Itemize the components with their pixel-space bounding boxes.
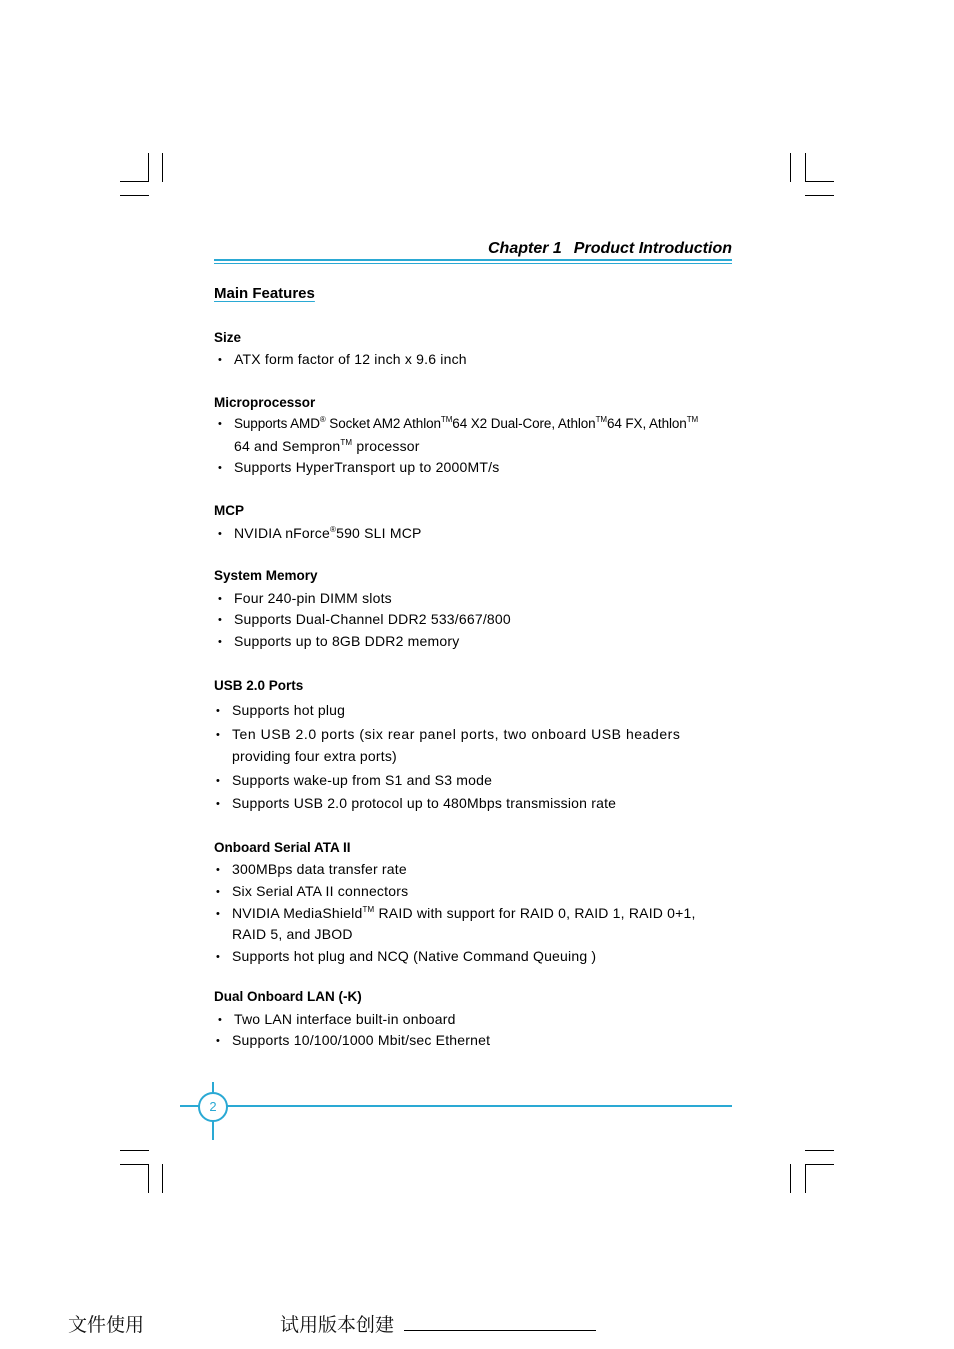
crop-mark <box>805 1164 834 1165</box>
list-item-continued: providing four extra ports) <box>232 748 397 764</box>
crop-mark <box>805 1150 834 1151</box>
crop-mark <box>790 153 791 182</box>
list-item: • Supports up to 8GB DDR2 memory <box>218 633 460 649</box>
list-item: • Two LAN interface built-in onboard <box>218 1011 456 1027</box>
list-item: • Six Serial ATA II connectors <box>216 883 409 899</box>
crop-mark <box>120 1150 149 1151</box>
heading-microprocessor: Microprocessor <box>214 395 316 410</box>
heading-usb: USB 2.0 Ports <box>214 678 304 693</box>
crop-mark <box>162 1164 163 1193</box>
list-item: • Supports HyperTransport up to 2000MT/s <box>218 459 500 475</box>
section-title: Main Features <box>214 285 315 302</box>
page-number: 2 <box>198 1092 228 1122</box>
header-rule-thin <box>214 263 732 264</box>
chapter-header <box>488 240 732 258</box>
heading-system-memory: System Memory <box>214 568 318 583</box>
list-item: • NVIDIA nForce®590 SLI MCP <box>218 525 422 541</box>
crop-mark <box>120 1164 149 1165</box>
footer-rule <box>180 1105 732 1107</box>
crop-mark <box>805 181 834 182</box>
list-item: • Supports 10/100/1000 Mbit/sec Ethernet <box>216 1032 491 1048</box>
list-item: • Ten USB 2.0 ports (six rear panel ports, two onboard USB headers <box>216 726 681 742</box>
heading-mcp: MCP <box>214 503 244 518</box>
list-item-continued: RAID 5, and JBOD <box>232 926 353 942</box>
crop-mark <box>120 195 149 196</box>
heading-size: Size <box>214 330 242 345</box>
footer-underline <box>404 1330 596 1331</box>
crop-mark <box>805 153 806 182</box>
crop-mark <box>805 1164 806 1193</box>
crop-mark <box>162 153 163 182</box>
footer-left-text: 文件使用 <box>68 1314 145 1336</box>
heading-sata: Onboard Serial ATA II <box>214 840 351 855</box>
crop-mark <box>120 181 149 182</box>
list-item: • NVIDIA MediaShield™ RAID with support for RAID 0, RAID 1, RAID 0+1, <box>216 905 696 921</box>
footer-right-text: 试用版本创建 <box>280 1314 395 1336</box>
list-item: • Supports USB 2.0 protocol up to 480Mbps transmission rate <box>216 795 617 811</box>
chapter-title: Product Introduction <box>573 240 732 257</box>
list-item: • Supports AMD® Socket AM2 Athlon™64 X2 Dual-Core, Athlon™64 FX, Athlon™ <box>218 415 699 431</box>
list-item: • Supports hot plug <box>216 702 346 718</box>
crop-mark <box>790 1164 791 1193</box>
header-rule <box>214 259 732 261</box>
crop-mark <box>148 153 149 182</box>
list-item: • Four 240-pin DIMM slots <box>218 590 392 606</box>
list-item: • Supports Dual-Channel DDR2 533/667/800 <box>218 611 511 627</box>
list-item: • ATX form factor of 12 inch x 9.6 inch <box>218 351 467 367</box>
chapter-label: Chapter 1 <box>488 240 562 257</box>
list-item: • Supports hot plug and NCQ (Native Command Queuing ) <box>216 948 597 964</box>
list-item-continued: 64 and Sempron™ processor <box>234 438 420 454</box>
crop-mark <box>148 1164 149 1193</box>
crop-mark <box>805 195 834 196</box>
heading-lan: Dual Onboard LAN (-K) <box>214 989 362 1004</box>
list-item: • 300MBps data transfer rate <box>216 861 407 877</box>
list-item: • Supports wake-up from S1 and S3 mode <box>216 772 493 788</box>
